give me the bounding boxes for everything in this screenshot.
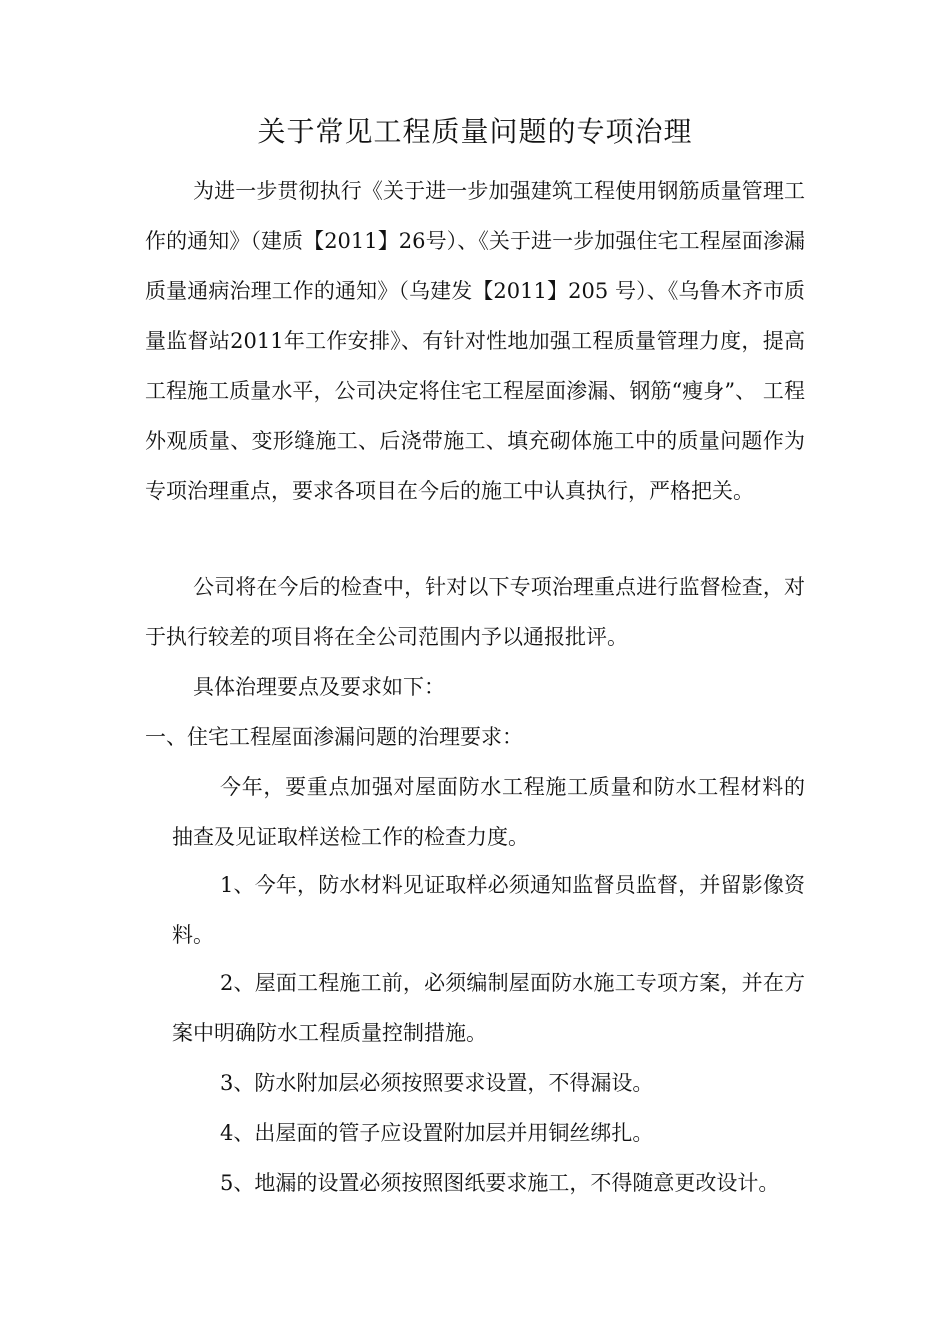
list-item: 3、防水附加层必须按照要求设置，不得漏设。 [220, 1071, 654, 1095]
section-intro: 今年，要重点加强对屋面防水工程施工质量和防水工程材料的抽查及见证取样送检工作的检查力度。 [172, 775, 805, 849]
document-title: 关于常见工程质量问题的专项治理 [257, 115, 693, 148]
paragraph-inspection: 公司将在今后的检查中，针对以下专项治理重点进行监督检查，对于执行较差的项目将在全公司范围内予以通报批评。 [145, 575, 805, 649]
list-item: 4、出屋面的管子应设置附加层并用铜丝绑扎。 [220, 1121, 654, 1145]
list-item: 2、屋面工程施工前，必须编制屋面防水施工专项方案，并在方案中明确防水工程质量控制措施。 [172, 971, 805, 1045]
paragraph-intro: 为进一步贯彻执行《关于进一步加强建筑工程使用钢筋质量管理工作的通知》（建质【2011】26号）、《关于进一步加强住宅工程屋面渗漏质量通病治理工作的通知》（乌建发【2011】205 号）、《乌鲁木齐市质量监督站2011年工作安排》、有针对性地加强工程质量管理力度，提高工程施工质量水平，公司决定将住宅工程屋面渗漏、钢筋“瘦身”、 工程外观质量、变形缝施工、后浇带施工、填充砌体施工中的质量问题作为专项治理重点，要求各项目在今后的施工中认真执行，严格把关。 [145, 179, 805, 503]
section-heading-roof-leakage: 一、住宅工程屋面渗漏问题的治理要求： [145, 725, 523, 749]
list-item: 5、地漏的设置必须按照图纸要求施工，不得随意更改设计。 [220, 1171, 780, 1195]
paragraph-requirements-lead: 具体治理要点及要求如下： [193, 675, 445, 699]
list-item: 1、今年，防水材料见证取样必须通知监督员监督，并留影像资料。 [172, 873, 805, 947]
